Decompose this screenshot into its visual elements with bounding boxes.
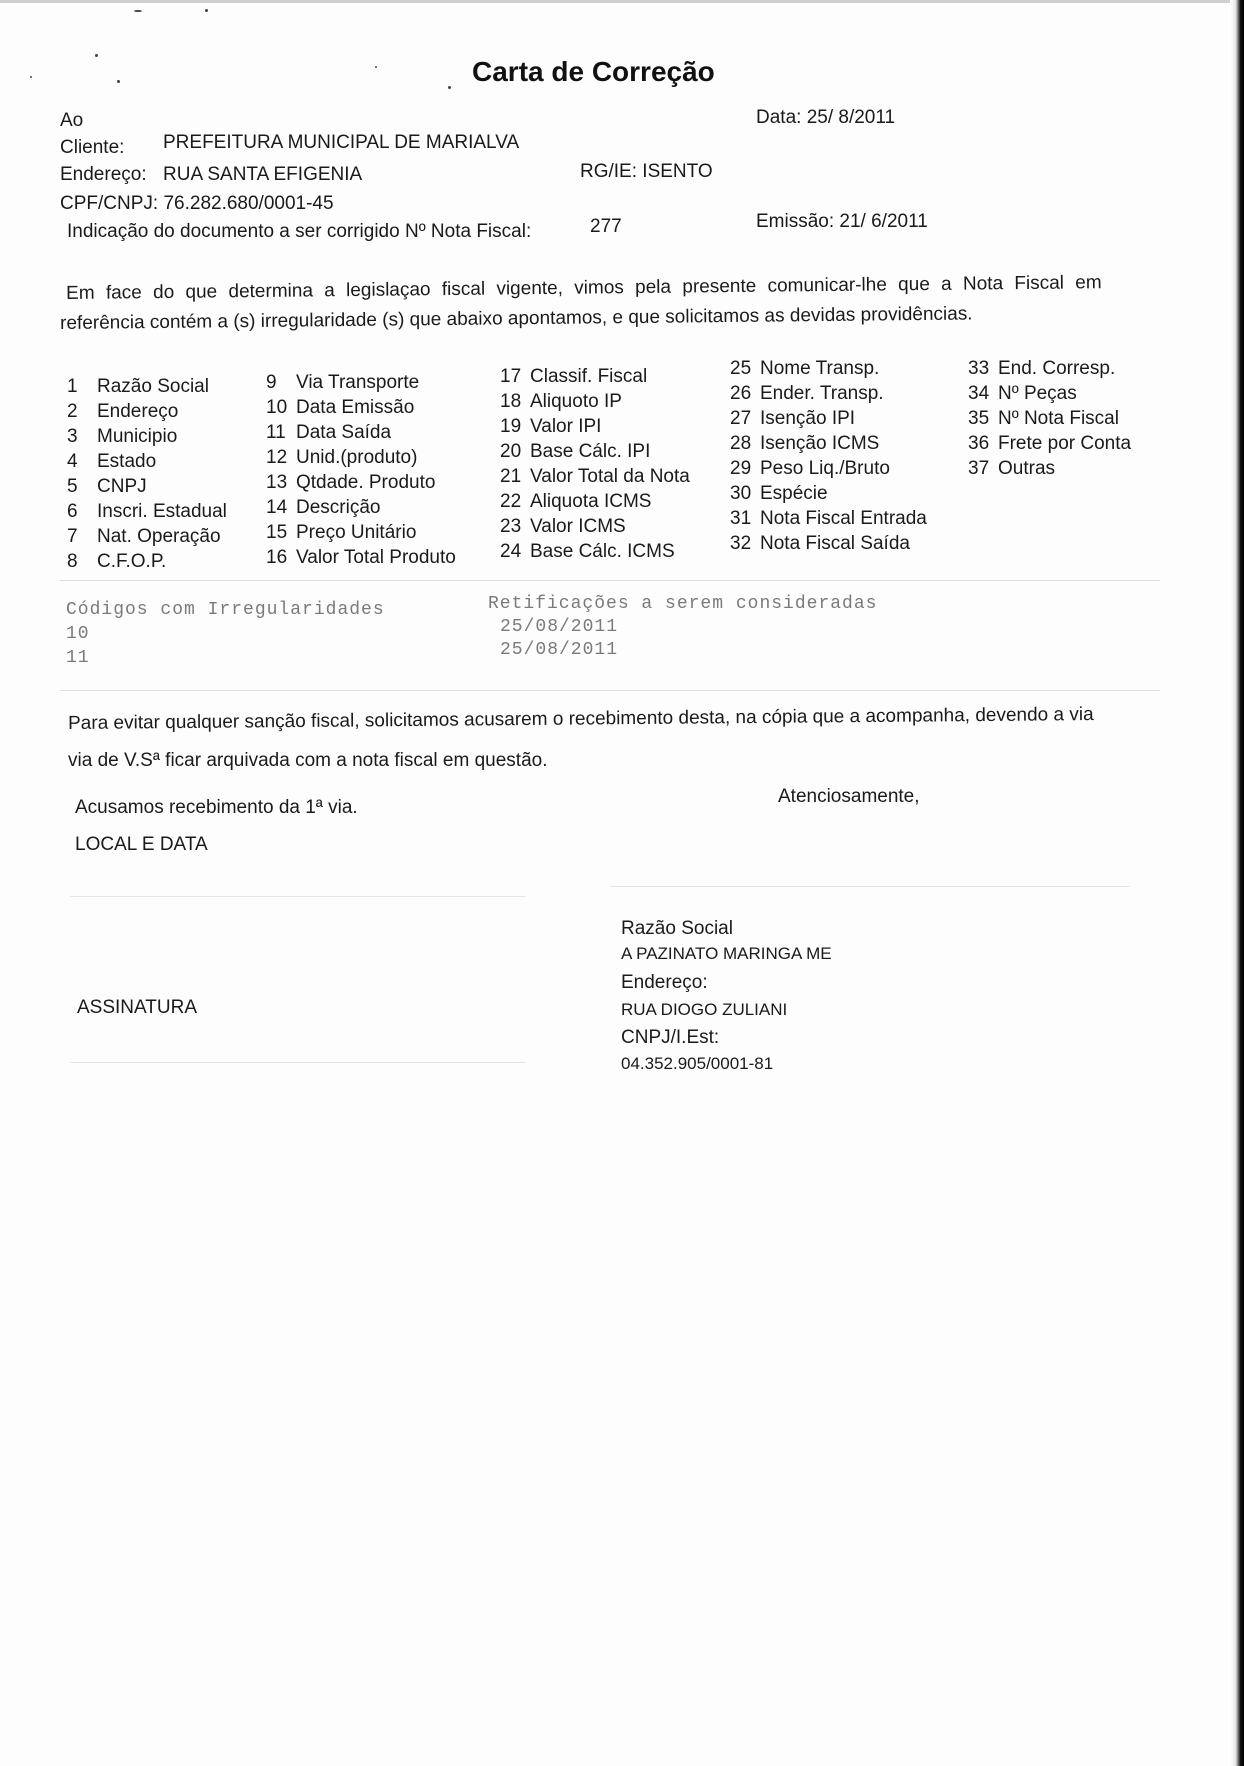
scan-speck <box>30 76 32 78</box>
rgie-label: RG/IE: <box>580 161 638 182</box>
code-number: 25 <box>730 358 752 379</box>
code-number: 28 <box>730 433 752 454</box>
ao-label: Ao <box>60 110 84 131</box>
code-label: CNPJ <box>97 476 147 497</box>
code-item <box>968 431 1131 456</box>
code-item <box>266 445 456 470</box>
code-item <box>968 406 1131 431</box>
signature-line-assinatura <box>70 1062 525 1063</box>
intro-line-2: referência contém a (s) irregularidade (s) que abaixo apontamos, e que solicitamos as devidas providências. <box>60 303 973 334</box>
scan-speck <box>95 54 98 57</box>
code-number: 31 <box>730 508 752 529</box>
code-label: Ender. Transp. <box>760 383 884 404</box>
code-label: Frete por Conta <box>998 433 1132 454</box>
code-label: Inscri. Estadual <box>97 501 227 522</box>
atenciosamente-text: Atenciosamente, <box>778 786 920 807</box>
code-label: Nota Fiscal Entrada <box>760 508 927 529</box>
code-number: 19 <box>500 416 522 437</box>
local-data-label: LOCAL E DATA <box>75 834 208 855</box>
code-label: End. Corresp. <box>998 358 1116 379</box>
code-number: 37 <box>968 458 990 479</box>
codes-column-1 <box>67 374 227 574</box>
code-number: 17 <box>500 366 522 387</box>
codigo-value: 10 <box>66 624 90 644</box>
data-label: Data: <box>756 107 802 128</box>
code-number: 15 <box>266 522 288 543</box>
code-number: 2 <box>67 401 78 422</box>
scan-speck <box>205 9 208 12</box>
cliente-label: Cliente: <box>60 137 125 158</box>
data-value: 25/ 8/2011 <box>806 107 896 128</box>
code-item <box>500 539 690 564</box>
endereco-label: Endereço: <box>60 164 147 185</box>
code-label: Qtdade. Produto <box>296 472 436 493</box>
code-label: Data Emissão <box>296 397 415 418</box>
emissao-field <box>756 211 928 233</box>
code-label: Valor Total Produto <box>296 547 456 568</box>
code-item <box>730 506 927 531</box>
code-label: Peso Liq./Bruto <box>760 458 890 479</box>
code-label: Descrição <box>296 497 381 518</box>
code-item <box>67 449 227 474</box>
code-item <box>730 406 927 431</box>
signature-line-company <box>610 886 1130 887</box>
codigos-header: Códigos com Irregularidades <box>66 600 385 620</box>
code-item <box>266 370 456 395</box>
code-label: Nat. Operação <box>97 526 221 547</box>
code-item <box>730 431 927 456</box>
code-label: Classif. Fiscal <box>530 366 648 387</box>
divider-line <box>60 690 1160 691</box>
emissao-value: 21/ 6/2011 <box>839 211 928 232</box>
code-number: 9 <box>266 372 277 393</box>
code-item <box>500 514 690 539</box>
code-label: Valor ICMS <box>530 516 626 537</box>
code-label: Aliquoto IP <box>530 391 622 412</box>
code-number: 8 <box>67 551 78 572</box>
scan-top-border <box>0 0 1244 3</box>
assinatura-label: ASSINATURA <box>77 997 198 1018</box>
nota-value: 277 <box>590 216 622 237</box>
code-label: Preço Unitário <box>296 522 417 543</box>
code-item <box>266 520 456 545</box>
code-label: Valor IPI <box>530 416 602 437</box>
code-label: Endereço <box>97 401 179 422</box>
code-item <box>67 374 227 399</box>
code-item <box>266 545 456 570</box>
code-item <box>67 499 227 524</box>
code-number: 27 <box>730 408 752 429</box>
code-number: 18 <box>500 391 522 412</box>
code-item <box>500 439 690 464</box>
cpf-field <box>60 193 334 215</box>
code-number: 34 <box>968 383 990 404</box>
code-label: Nome Transp. <box>760 358 880 379</box>
code-number: 12 <box>266 447 288 468</box>
rgie-field <box>580 161 713 183</box>
code-item <box>67 474 227 499</box>
code-number: 5 <box>67 476 78 497</box>
code-item <box>500 414 690 439</box>
code-item <box>67 424 227 449</box>
signature-line-local <box>70 896 525 897</box>
code-number: 24 <box>500 541 522 562</box>
retificacao-value: 25/08/2011 <box>500 617 619 637</box>
cpf-label: CPF/CNPJ: <box>60 193 159 214</box>
code-number: 36 <box>968 433 990 454</box>
code-number: 16 <box>266 547 288 568</box>
code-item <box>730 456 927 481</box>
emitente-endereco-label: Endereço: <box>621 972 708 993</box>
code-number: 7 <box>67 526 78 547</box>
scan-right-edge <box>1230 0 1244 1766</box>
code-label: Isenção ICMS <box>760 433 880 454</box>
code-number: 10 <box>266 397 288 418</box>
code-number: 3 <box>67 426 78 447</box>
code-label: Municipio <box>97 426 178 447</box>
code-label: Base Cálc. ICMS <box>530 541 675 562</box>
acusamos-text: Acusamos recebimento da 1ª via. <box>75 797 358 818</box>
code-label: Nº Nota Fiscal <box>998 408 1119 429</box>
code-item <box>266 470 456 495</box>
code-item <box>266 395 456 420</box>
code-item <box>730 381 927 406</box>
scan-speck <box>134 10 142 12</box>
code-item <box>500 364 690 389</box>
document-title: Carta de Correção <box>472 56 715 87</box>
emitente-cnpj-value: 04.352.905/0001-81 <box>621 1054 774 1073</box>
data-field <box>756 107 895 129</box>
code-number: 4 <box>67 451 78 472</box>
code-label: Espécie <box>760 483 828 504</box>
code-item <box>500 489 690 514</box>
scan-speck <box>375 66 377 68</box>
rgie-value: ISENTO <box>642 161 713 182</box>
code-number: 32 <box>730 533 752 554</box>
code-item <box>266 420 456 445</box>
code-number: 26 <box>730 383 752 404</box>
retificacao-value: 25/08/2011 <box>500 640 619 660</box>
retificacoes-header: Retificações a serem consideradas <box>488 594 878 614</box>
code-item <box>266 495 456 520</box>
code-number: 35 <box>968 408 990 429</box>
emitente-razao-label: Razão Social <box>621 918 733 939</box>
emissao-label: Emissão: <box>756 211 835 232</box>
scan-speck <box>448 86 451 89</box>
codes-column-3 <box>500 364 690 564</box>
emitente-cnpj-label: CNPJ/I.Est: <box>621 1027 720 1048</box>
code-label: Isenção IPI <box>760 408 856 429</box>
code-number: 1 <box>67 376 78 397</box>
indicacao-label: Indicação do documento a ser corrigido Nº Nota Fiscal: <box>67 221 532 242</box>
code-number: 29 <box>730 458 752 479</box>
code-label: Aliquota ICMS <box>530 491 652 512</box>
scan-speck <box>117 80 120 83</box>
code-label: Valor Total da Nota <box>530 466 690 487</box>
code-label: Unid.(produto) <box>296 447 418 468</box>
code-label: Base Cálc. IPI <box>530 441 651 462</box>
cliente-value: PREFEITURA MUNICIPAL DE MARIALVA <box>163 132 520 153</box>
code-item <box>968 456 1131 481</box>
intro-line-1: Em face do que determina a legislaçao fiscal vigente, vimos pela presente comunicar-lhe que a Nota Fiscal em <box>66 272 1102 304</box>
code-number: 23 <box>500 516 522 537</box>
codes-column-2 <box>266 370 456 570</box>
code-label: C.F.O.P. <box>97 551 167 572</box>
code-item <box>730 356 927 381</box>
code-item <box>730 531 927 556</box>
code-item <box>67 399 227 424</box>
code-number: 11 <box>266 422 286 443</box>
code-label: Razão Social <box>97 376 209 397</box>
code-item <box>500 389 690 414</box>
code-number: 21 <box>500 466 522 487</box>
cpf-value: 76.282.680/0001-45 <box>163 193 334 214</box>
codes-column-4 <box>730 356 927 556</box>
closing-line-2: via de V.Sª ficar arquivada com a nota fiscal em questão. <box>68 750 548 771</box>
code-label: Via Transporte <box>296 372 420 393</box>
code-label: Nota Fiscal Saída <box>760 533 910 554</box>
codes-column-5 <box>968 356 1131 481</box>
emitente-razao-value: A PAZINATO MARINGA ME <box>621 944 832 963</box>
closing-line-1: Para evitar qualquer sanção fiscal, solicitamos acusarem o recebimento desta, na cópia que a acompanha, devendo a via <box>68 704 1094 734</box>
code-item <box>67 549 227 574</box>
code-number: 22 <box>500 491 522 512</box>
code-number: 14 <box>266 497 288 518</box>
code-label: Estado <box>97 451 157 472</box>
code-number: 6 <box>67 501 78 522</box>
code-number: 30 <box>730 483 752 504</box>
code-label: Nº Peças <box>998 383 1077 404</box>
code-item <box>968 356 1131 381</box>
code-item <box>500 464 690 489</box>
codigo-value: 11 <box>66 648 90 668</box>
code-item <box>968 381 1131 406</box>
code-item <box>67 524 227 549</box>
code-number: 13 <box>266 472 288 493</box>
code-number: 33 <box>968 358 990 379</box>
code-item <box>730 481 927 506</box>
emitente-endereco-value: RUA DIOGO ZULIANI <box>621 1000 788 1019</box>
divider-line <box>60 580 1160 581</box>
code-number: 20 <box>500 441 522 462</box>
code-label: Data Saída <box>296 422 392 443</box>
code-label: Outras <box>998 458 1056 479</box>
endereco-value: RUA SANTA EFIGENIA <box>163 164 363 185</box>
